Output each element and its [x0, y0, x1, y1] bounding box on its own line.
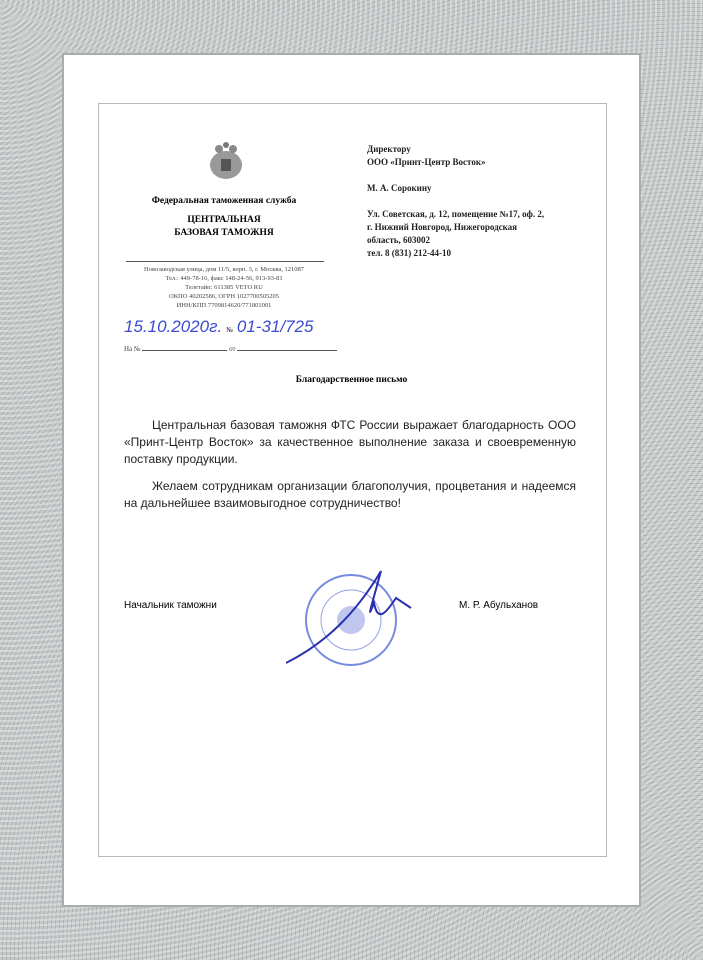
detail-line: ИНН/КПП 7709814620/771801001 [176, 302, 272, 309]
recipient-line: Директору [367, 144, 411, 154]
recipient-line: тел. 8 (831) 212-44-10 [367, 248, 451, 258]
signatory-name: М. Р. Абульханов [459, 600, 539, 611]
detail-line: ОКПО 40202586, ОГРН 1027700505205 [169, 293, 279, 300]
customs-name-line2: БАЗОВАЯ ТАМОЖНЯ [174, 228, 274, 238]
header-rule [126, 261, 324, 262]
letter-date: 15.10.2020г. [124, 317, 223, 336]
recipient-line: ООО «Принт-Центр Восток» [367, 157, 486, 167]
letter-title: Благодарственное письмо [295, 375, 408, 385]
detail-line: Новозаводская улица, дом 11/5, корп. 3, г. Москва, 121087 [144, 266, 304, 273]
detail-line: Тел.: 449-78-16, факс 148-24-56, 913-93-81 [165, 275, 283, 282]
recipient-line: г. Нижний Новгород, Нижегородская [367, 222, 518, 232]
agency-name: Федеральная таможенная служба [151, 196, 297, 206]
coat-of-arms-icon [208, 141, 244, 185]
sender-details [114, 265, 334, 310]
customs-name-line1: ЦЕНТРАЛЬНАЯ [187, 215, 261, 225]
ref-label: На № [124, 345, 141, 353]
letter-number: 01-31/725 [236, 317, 314, 336]
outgoing-number [124, 317, 313, 337]
paragraph-2: Желаем сотрудникам организации благополучия, процветания и надеемся на дальнейшее взаимовыгодное сотрудничество! [124, 479, 576, 510]
recipient-line: Ул. Советская, д. 12, помещение №17, оф. 2, [367, 209, 545, 219]
from-label: от [229, 345, 236, 353]
signatory-position: Начальник таможни [124, 600, 217, 611]
recipient-line: М. А. Сорокину [367, 183, 432, 193]
paragraph-1: Центральная базовая таможня ФТС России выражает благодарность ООО «Принт-Центр Восток» за качественное выполнение заказа и своевременную поставку продукции. [124, 418, 576, 466]
recipient-block [367, 143, 607, 260]
number-label: № [226, 326, 233, 334]
recipient-line: область, 603002 [367, 235, 430, 245]
reference-line [124, 345, 337, 353]
official-stamp [286, 563, 436, 673]
letter-page [64, 55, 639, 905]
detail-line: Телетайп: 611385 VETO RU [185, 284, 263, 291]
